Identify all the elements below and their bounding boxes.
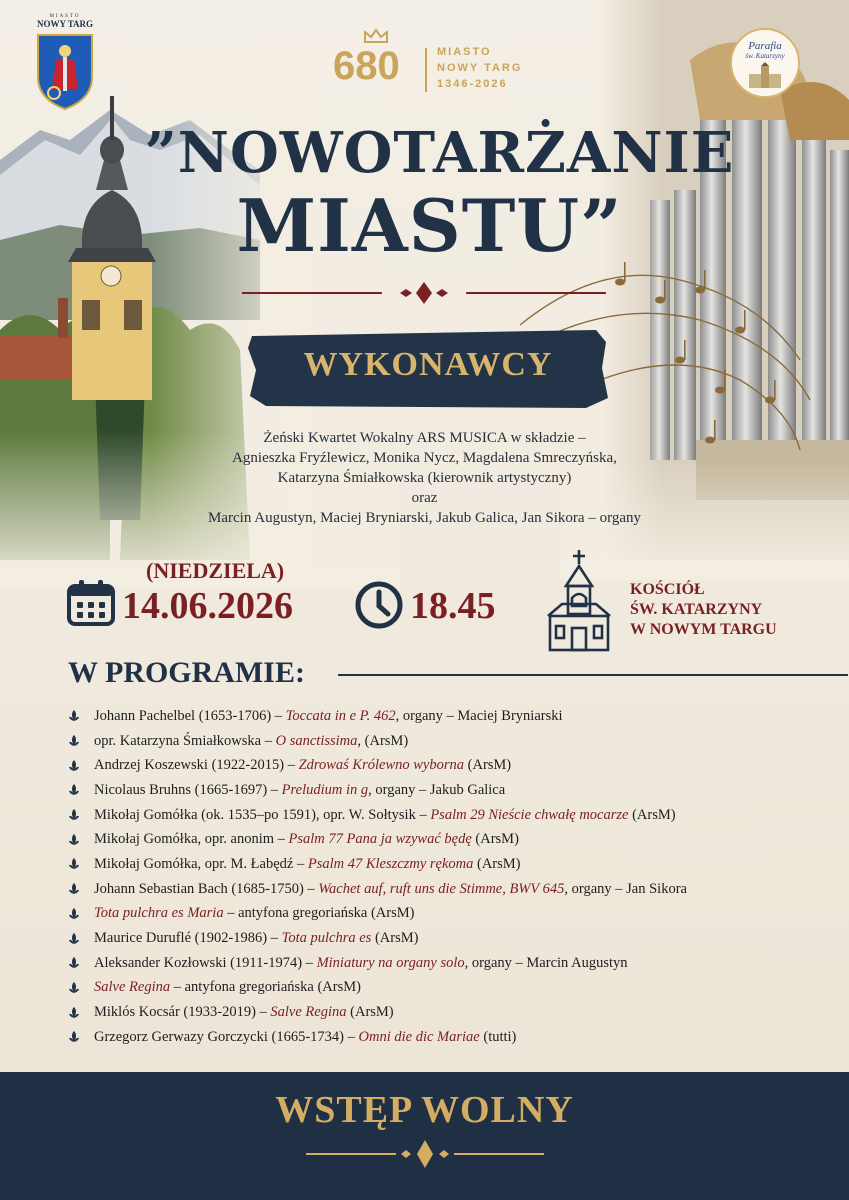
program-item-composer: Miklós Kocsár (1933-2019) – bbox=[94, 1004, 271, 1021]
program-item-detail: (tutti) bbox=[479, 1028, 517, 1045]
church-icon bbox=[544, 548, 614, 654]
program-item-detail: , organy – Jakub Galica bbox=[368, 781, 506, 798]
leaf-bullet-icon bbox=[68, 908, 80, 920]
program-item-work: Psalm 77 Pana ja wzywać będę bbox=[288, 831, 472, 848]
program-item bbox=[68, 778, 828, 803]
city-crest bbox=[34, 14, 96, 116]
event-date: 14.06.2026 bbox=[122, 585, 293, 627]
program-item-composer: Johann Sebastian Bach (1685-1750) – bbox=[94, 880, 319, 897]
leaf-bullet-icon bbox=[68, 735, 80, 747]
anniversary-line3: 1346-2026 bbox=[437, 78, 508, 90]
free-admission-text: WSTĘP WOLNY bbox=[275, 1089, 574, 1131]
leaf-bullet-icon bbox=[68, 933, 80, 945]
crest-shield-icon bbox=[34, 31, 96, 111]
anniversary-line1: MIASTO bbox=[437, 46, 492, 58]
program-item-detail: , organy – Marcin Augustyn bbox=[464, 954, 628, 971]
program-item-detail: , (ArsM) bbox=[357, 732, 409, 749]
program-item-composer: Maurice Duruflé (1902-1986) – bbox=[94, 930, 282, 947]
concert-title-line1: ”NOWOTARŻANIE bbox=[144, 120, 735, 186]
anniversary-divider bbox=[425, 48, 427, 92]
performers-line5: Marcin Augustyn, Maciej Bryniarski, Jakub Galica, Jan Sikora – organy bbox=[208, 510, 641, 526]
parish-name-line2: św. Katarzyny bbox=[745, 52, 785, 60]
program-item-detail: , organy – Maciej Bryniarski bbox=[395, 707, 563, 724]
program-item-composer: Grzegorz Gerwazy Gorczycki (1665-1734) – bbox=[94, 1028, 359, 1045]
venue-line3: W NOWYM TARGU bbox=[630, 621, 777, 638]
program-item bbox=[68, 951, 828, 976]
program-item-composer: Nicolaus Bruhns (1665-1697) – bbox=[94, 781, 282, 798]
event-day: (NIEDZIELA) bbox=[146, 558, 285, 583]
program-item-composer: Aleksander Kozłowski (1911-1974) – bbox=[94, 954, 317, 971]
performers-line4: oraz bbox=[411, 490, 438, 506]
venue-line2: ŚW. KATARZYNY bbox=[630, 601, 763, 618]
program-item-work: Salve Regina bbox=[94, 979, 171, 996]
performers-line1: Żeński Kwartet Wokalny ARS MUSICA w składzie – bbox=[263, 430, 586, 446]
program-item-detail: (ArsM) bbox=[464, 757, 512, 774]
program-item-work: Preludium in g bbox=[281, 781, 369, 798]
crest-caption-top: MIASTO bbox=[49, 14, 81, 19]
program-item bbox=[68, 902, 828, 927]
anniversary-number: 680 bbox=[333, 44, 400, 88]
leaf-bullet-icon bbox=[68, 982, 80, 994]
leaf-bullet-icon bbox=[68, 710, 80, 722]
parish-name-line1: Parafia bbox=[748, 40, 782, 52]
program-item bbox=[68, 1000, 828, 1025]
program-item-work: Salve Regina bbox=[270, 1004, 347, 1021]
program-heading: W PROGRAMIE: bbox=[68, 656, 305, 689]
program-item-detail: (ArsM) bbox=[371, 930, 419, 947]
program-item bbox=[68, 852, 828, 877]
program-item bbox=[68, 976, 828, 1001]
leaf-bullet-icon bbox=[68, 784, 80, 796]
leaf-bullet-icon bbox=[68, 858, 80, 870]
program-item-work: Miniatury na organy solo bbox=[316, 954, 465, 971]
program-item bbox=[68, 803, 828, 828]
program-item-composer: Johann Pachelbel (1653-1706) – bbox=[94, 707, 286, 724]
program-heading-line bbox=[338, 674, 848, 676]
performers-description bbox=[40, 428, 809, 528]
footer-ornament bbox=[306, 1138, 544, 1170]
program-item-detail: , organy – Jan Sikora bbox=[564, 880, 687, 897]
event-time: 18.45 bbox=[410, 585, 496, 627]
program-list bbox=[68, 704, 828, 1050]
program-item-detail: – antyfona gregoriańska (ArsM) bbox=[223, 905, 415, 922]
crest-caption: NOWY TARG bbox=[36, 19, 94, 29]
program-item bbox=[68, 1025, 828, 1050]
program-item bbox=[68, 827, 828, 852]
crown-icon bbox=[363, 28, 389, 44]
program-item-work: O sanctissima bbox=[275, 732, 358, 749]
leaf-bullet-icon bbox=[68, 809, 80, 821]
program-item bbox=[68, 729, 828, 754]
program-item-composer: Andrzej Koszewski (1922-2015) – bbox=[94, 757, 299, 774]
program-item-composer: Mikołaj Gomółka, opr. M. Łabędź – bbox=[94, 855, 308, 872]
parish-church-icon bbox=[745, 62, 785, 88]
program-item-detail: (ArsM) bbox=[346, 1004, 394, 1021]
program-item-work: Omni die dic Mariae bbox=[358, 1028, 480, 1045]
performers-line2: Agnieszka Fryźlewicz, Monika Nycz, Magdalena Smreczyńska, bbox=[232, 450, 617, 466]
program-item-work: Psalm 29 Nieście chwałę mocarze bbox=[430, 806, 629, 823]
concert-title-line2: MIASTU” bbox=[236, 183, 623, 268]
program-item-work: Zdrowaś Królewno wyborna bbox=[298, 757, 465, 774]
performers-line3: Katarzyna Śmiałkowska (kierownik artystyczny) bbox=[277, 470, 572, 486]
program-item-detail: (ArsM) bbox=[473, 855, 521, 872]
program-item bbox=[68, 877, 828, 902]
anniversary-line2: NOWY TARG bbox=[437, 62, 523, 74]
program-item-work: Tota pulchra es Maria bbox=[94, 905, 224, 922]
parish-logo bbox=[730, 28, 800, 98]
program-item bbox=[68, 753, 828, 778]
program-item-work: Toccata in e P. 462 bbox=[285, 707, 396, 724]
calendar-icon bbox=[66, 578, 116, 628]
clock-icon bbox=[354, 580, 404, 630]
event-venue bbox=[630, 580, 777, 640]
program-item-work: Tota pulchra es bbox=[281, 930, 372, 947]
leaf-bullet-icon bbox=[68, 760, 80, 772]
leaf-bullet-icon bbox=[68, 1007, 80, 1019]
program-item-composer: opr. Katarzyna Śmiałkowska – bbox=[94, 732, 276, 749]
program-item bbox=[68, 926, 828, 951]
leaf-bullet-icon bbox=[68, 834, 80, 846]
program-item-composer: Mikołaj Gomółka (ok. 1535–po 1591), opr. W. Sołtysik – bbox=[94, 806, 431, 823]
program-item-work: Wachet auf, ruft uns die Stimme, BWV 645 bbox=[318, 880, 565, 897]
anniversary-logo bbox=[333, 26, 533, 96]
program-item-detail: – antyfona gregoriańska (ArsM) bbox=[170, 979, 361, 996]
leaf-bullet-icon bbox=[68, 957, 80, 969]
performers-heading: WYKONAWCY bbox=[303, 346, 553, 383]
program-item-work: Psalm 47 Kleszczmy rękoma bbox=[307, 855, 474, 872]
program-item-composer: Mikołaj Gomółka, opr. anonim – bbox=[94, 831, 289, 848]
leaf-bullet-icon bbox=[68, 1031, 80, 1043]
leaf-bullet-icon bbox=[68, 883, 80, 895]
program-item bbox=[68, 704, 828, 729]
program-item-detail: (ArsM) bbox=[628, 806, 676, 823]
program-item-detail: (ArsM) bbox=[471, 831, 519, 848]
venue-line1: KOŚCIÓŁ bbox=[630, 581, 705, 598]
